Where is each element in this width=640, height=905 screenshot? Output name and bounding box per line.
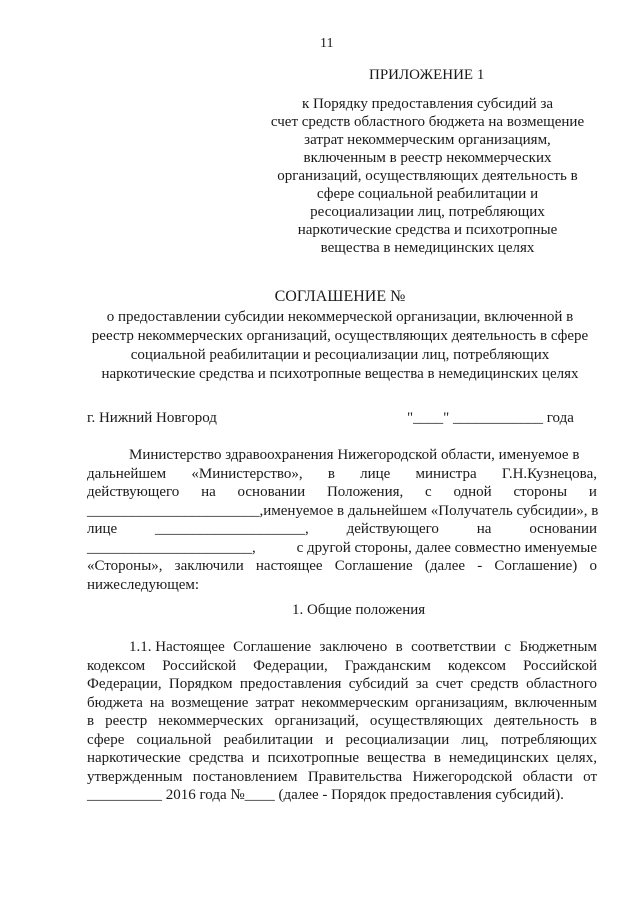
word: Правительства: [307, 768, 403, 785]
preamble-line: нижеследующем:: [87, 576, 200, 593]
word: заключили: [174, 558, 244, 574]
word: Порядком: [168, 676, 233, 692]
preamble-line: [87, 483, 597, 502]
word: и: [251, 750, 260, 766]
word: Российской: [523, 657, 597, 674]
word: от: [583, 768, 597, 785]
clause-1-1: [87, 638, 597, 805]
preamble-line: [87, 465, 597, 484]
word: заключено: [319, 639, 388, 655]
basis-blank: ______________________,: [87, 539, 256, 556]
word: с другой стороны, далее совместно именуемые: [296, 539, 597, 556]
word: кодексом: [87, 657, 146, 674]
section-heading: 1. Общие положения: [292, 602, 426, 618]
clause-line: [87, 768, 597, 787]
clause-line: [87, 694, 597, 713]
preamble-line: Министерство здравоохранения Нижегородской области, именуемое в: [129, 447, 580, 463]
word: с: [504, 639, 511, 655]
word: некоммерческих: [158, 713, 264, 729]
word: Положения,: [326, 484, 404, 500]
word: осуществляющих: [369, 713, 484, 729]
word: министра: [415, 465, 477, 482]
word: в: [327, 465, 335, 482]
word: наркотические: [87, 750, 181, 766]
word: в: [87, 713, 95, 729]
word: о: [589, 558, 597, 574]
word: -: [477, 558, 483, 574]
word: социальной: [136, 731, 212, 748]
word: Федерации,: [87, 676, 162, 692]
word: действующего: [346, 521, 439, 537]
word: Нижегородской: [412, 768, 513, 785]
preamble-line: [87, 520, 597, 539]
clause-line: [87, 712, 597, 731]
word: утвержденным: [87, 768, 183, 785]
word: соответствии: [411, 639, 496, 655]
word: на: [201, 484, 216, 500]
appendix-line: включенным в реестр некоммерческих: [303, 150, 552, 166]
word: счет: [435, 676, 463, 692]
word: «Министерство»,: [191, 465, 303, 482]
preamble-line: [87, 557, 597, 576]
word: в: [395, 639, 403, 655]
word: Гражданским: [344, 657, 431, 674]
word: предоставления: [239, 676, 342, 692]
preamble: [87, 446, 597, 594]
appendix-line: к Порядку предоставления субсидий за: [301, 96, 554, 112]
word: одной: [453, 484, 492, 500]
word: постановлением: [192, 768, 298, 785]
agreement-subtitle-line: реестр некоммерческих организаций, осуществляющих деятельность в сфере: [91, 328, 589, 344]
word: (далее: [424, 558, 466, 574]
agreement-title: СОГЛАШЕНИЕ №: [274, 288, 406, 305]
agreement-header: [60, 287, 620, 384]
word: 1.1. Настоящее: [129, 639, 225, 655]
word: Г.Н.Кузнецова,: [501, 465, 597, 482]
appendix-line: сфере социальной реабилитации и: [316, 186, 539, 202]
word: основании: [529, 521, 597, 537]
word: основании: [237, 484, 306, 500]
appendix-line: вещества в немедицинских целях: [320, 240, 535, 256]
word: целях,: [556, 750, 597, 766]
agreement-subtitle-line: наркотические средства и психотропные вещества в немедицинских целях: [101, 366, 579, 382]
appendix-line: организаций, осуществляющих деятельность в: [277, 168, 578, 184]
word: деятельность: [494, 713, 579, 729]
clause-line: [87, 657, 597, 676]
word: стороны: [513, 484, 568, 500]
word: реабилитации: [223, 731, 314, 748]
word: возмещение: [171, 694, 249, 711]
clause-line: [87, 731, 597, 750]
recipient-blank: _______________________,: [87, 502, 264, 519]
clause-line: [87, 749, 597, 768]
appendix-line: затрат некоммерческим организациям,: [304, 132, 551, 148]
word: ресоциализации: [345, 731, 450, 748]
page-number: 11: [320, 36, 334, 51]
word: Соглашение: [233, 639, 312, 655]
word: психотропные: [267, 750, 360, 766]
word: лице: [87, 521, 118, 537]
word: Соглашение): [494, 558, 578, 574]
word: и: [325, 731, 334, 748]
agreement-subtitle-line: о предоставлении субсидии некоммерческой организации, включенной в: [106, 309, 574, 325]
representative-blank: ____________________,: [155, 521, 309, 537]
word: организациям,: [415, 694, 508, 711]
word: Российской: [162, 657, 237, 674]
word: кодексом: [447, 657, 507, 674]
word: сфере: [87, 731, 125, 748]
preamble-line: [87, 539, 597, 558]
word: «Стороны»,: [87, 558, 163, 574]
appendix-line: ресоциализации лиц, потребляющих: [310, 204, 545, 220]
appendix-title: ПРИЛОЖЕНИЕ 1: [369, 67, 485, 83]
agreement-date: "____" ____________ года: [407, 410, 574, 426]
word: с: [425, 484, 432, 500]
word: действующего: [87, 484, 180, 500]
preamble-line: [87, 502, 597, 521]
word: средств: [470, 676, 519, 692]
word: в: [589, 713, 597, 729]
word: лице: [360, 465, 391, 482]
word: организаций,: [274, 713, 359, 729]
word: за: [415, 676, 429, 692]
word: средства: [188, 750, 244, 766]
word: областного: [526, 676, 597, 692]
word: и: [588, 484, 597, 500]
word: именуемое в дальнейшем «Получатель субсидии», в: [263, 502, 599, 519]
word: лиц,: [461, 731, 489, 748]
word: потребляющих: [500, 731, 597, 748]
appendix-reference: [250, 95, 605, 257]
clause-line: [87, 675, 597, 694]
word: немедицинских: [448, 750, 549, 766]
word: дальнейшем: [87, 465, 167, 482]
word: на: [149, 694, 165, 711]
city: г. Нижний Новгород: [87, 410, 217, 426]
word: настоящее: [255, 558, 323, 574]
word: включенным: [514, 694, 597, 711]
word: Соглашение: [334, 558, 413, 574]
word: в: [433, 750, 441, 766]
appendix-line: счет средств областного бюджета на возмещение: [270, 114, 585, 130]
word: бюджета: [87, 694, 143, 711]
word: на: [476, 521, 492, 537]
word: области: [522, 768, 573, 785]
clause-line: __________ 2016 года №____ (далее - Порядок предоставления субсидий).: [87, 787, 564, 803]
word: вещества: [366, 750, 426, 766]
word: субсидий: [348, 676, 409, 692]
word: Федерации,: [253, 657, 328, 674]
word: некоммерческим: [301, 694, 409, 711]
word: затрат: [255, 694, 295, 711]
word: реестр: [105, 713, 148, 729]
clause-line: [87, 638, 597, 657]
word: Бюджетным: [519, 639, 597, 655]
agreement-subtitle-line: социальной реабилитации и ресоциализации лиц, потребляющих: [130, 347, 550, 363]
appendix-line: наркотические средства и психотропные: [297, 222, 558, 238]
